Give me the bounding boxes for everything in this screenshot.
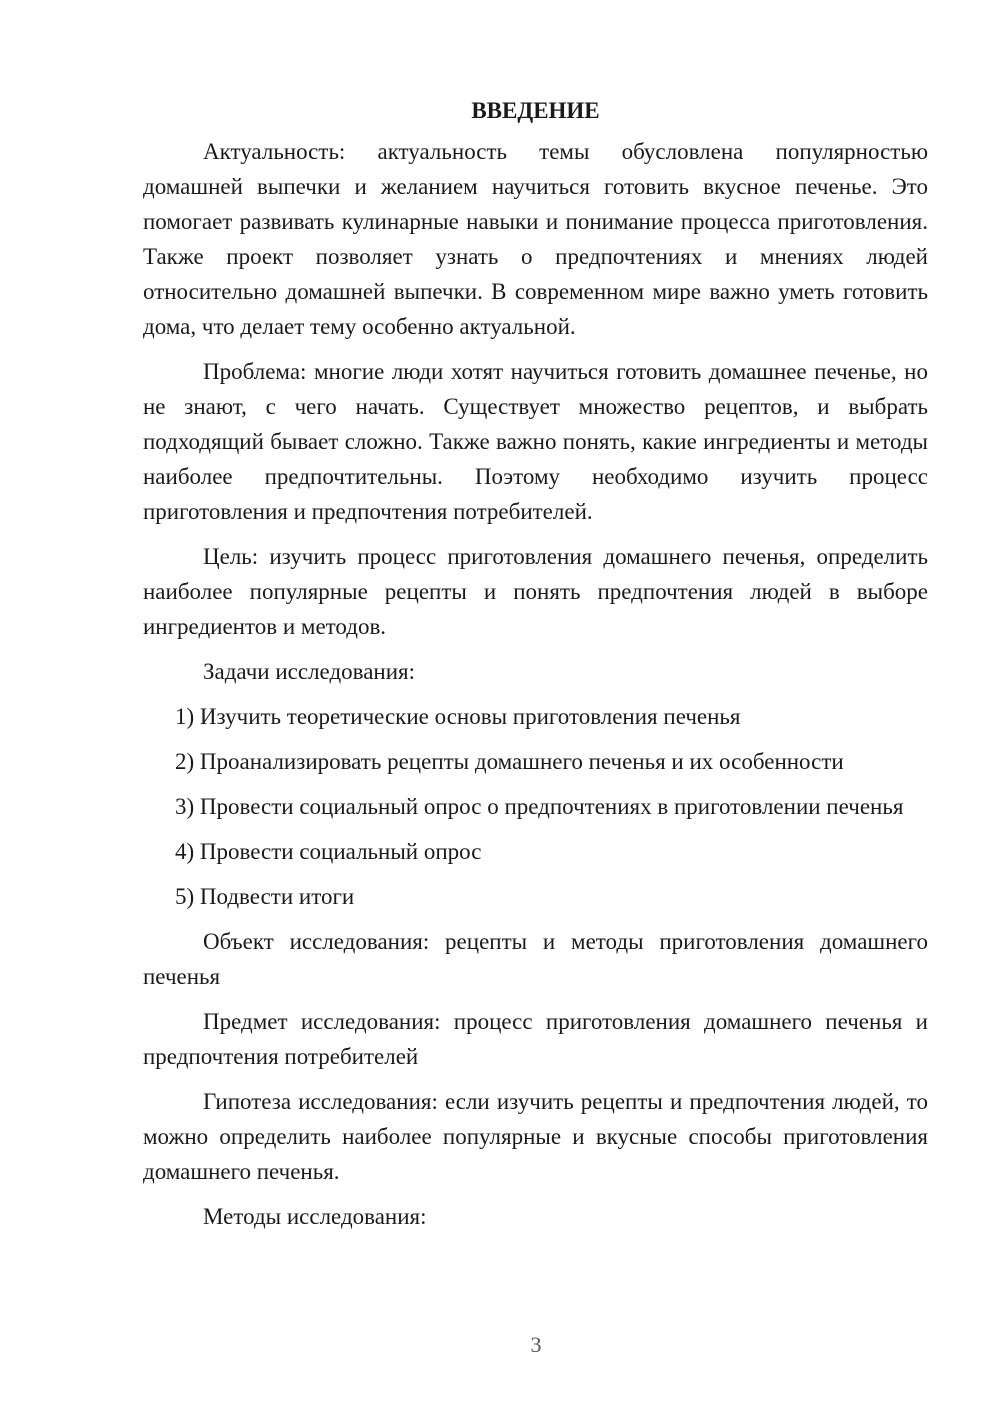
goal-paragraph: Цель: изучить процесс приготовления домашнего печенья, определить наиболее популярные рецепты и понять предпочтения людей в выборе ингредиентов и методов.	[143, 544, 928, 639]
problem-paragraph: Проблема: многие люди хотят научиться готовить домашнее печенье, но не знают, с чего начать. Существует множество рецептов, и выбрать подходящий бывает сложно. Также важно понять, какие ингредиенты и методы наиболее предпочтительны. Поэтому необходимо изучить процесс приготовления и предпочтения потребителей.	[143, 359, 928, 524]
subject-paragraph: Предмет исследования: процесс приготовления домашнего печенья и предпочтения потребителей	[143, 1009, 928, 1069]
methods-heading: Методы исследования:	[203, 1204, 427, 1229]
hypothesis-paragraph: Гипотеза исследования: если изучить рецепты и предпочтения людей, то можно определить наиболее популярные и вкусные способы приготовления домашнего печенья.	[143, 1089, 928, 1184]
task-item: 5) Подвести итоги	[175, 884, 355, 909]
task-item: 1) Изучить теоретические основы приготовления печенья	[175, 704, 741, 729]
task-item: 4) Провести социальный опрос	[175, 839, 482, 864]
relevance-paragraph: Актуальность: актуальность темы обусловлена популярностью домашней выпечки и желанием научиться готовить вкусное печенье. Это помогает развивать кулинарные навыки и понимание процесса приготовления. Также проект позволяет узнать о предпочтениях и мнениях людей относительно домашней выпечки. В современном мире важно уметь готовить дома, что делает тему особенно актуальной.	[143, 139, 928, 339]
task-item: 3) Провести социальный опрос о предпочтениях в приготовлении печенья	[175, 794, 904, 819]
task-item: 2) Проанализировать рецепты домашнего печенья и их особенности	[175, 749, 844, 774]
page-number: 3	[530, 1332, 542, 1357]
object-paragraph: Объект исследования: рецепты и методы приготовления домашнего печенья	[143, 929, 928, 989]
tasks-heading: Задачи исследования:	[203, 659, 416, 684]
section-title: ВВЕДЕНИЕ	[471, 98, 600, 123]
page-content	[143, 93, 928, 1244]
